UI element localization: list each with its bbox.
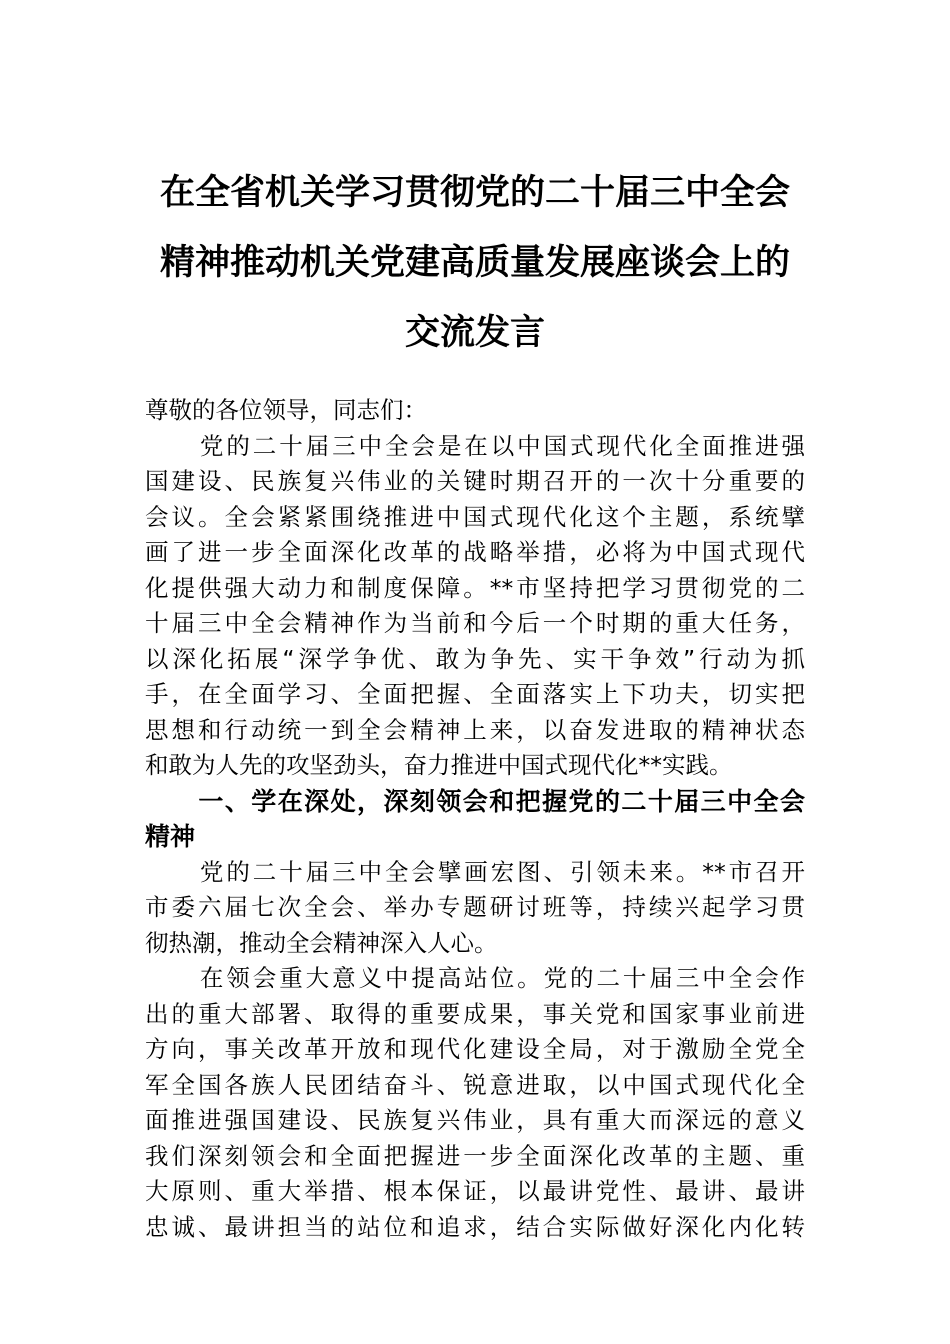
paragraph-line: 面推进强国建设、民族复兴伟业，具有重大而深远的意义 (145, 1106, 805, 1134)
paragraph-line: 军全国各族人民团结奋斗、锐意进取，以中国式现代化全 (145, 1070, 805, 1099)
paragraph-line: 和敢为人先的攻坚劲头，奋力推进中国式现代化**实践。 (145, 751, 733, 779)
paragraph-line: 出的重大部署、取得的重要成果，事关党和国家事业前进 (145, 999, 805, 1028)
paragraph-text: 党的二十届三中全会擘画宏图、引领未来。**市召开 (197, 857, 805, 886)
paragraph-line (145, 429, 805, 465)
paragraph-text: 党的二十届三中全会是在以中国式现代化全面推进强 (197, 431, 805, 460)
salutation: 尊敬的各位领导，同志们： (145, 396, 427, 424)
paragraph-line: 方向，事关改革开放和现代化建设全局，对于激励全党全 (145, 1035, 805, 1063)
section-heading: 精神 (145, 822, 196, 851)
title-line: 交流发言 (404, 312, 545, 353)
paragraph-line: 会议。全会紧紧围绕推进中国式现代化这个主题，系统擘 (145, 502, 805, 531)
section-heading-text: 一、学在深处，深刻领会和把握党的二十届三中全会 (197, 786, 805, 816)
paragraph-line (145, 855, 805, 891)
paragraph-text: 在领会重大意义中提高站位。党的二十届三中全会作 (197, 964, 805, 992)
paragraph-line: 以深化拓展“深学争优、敢为争先、实干争效”行动为抓 (145, 644, 805, 673)
paragraph-line (145, 961, 805, 997)
document-body (145, 393, 805, 1245)
paragraph-line: 思想和行动统一到全会精神上来，以奋发进取的精神状态 (145, 715, 805, 744)
title-line: 精神推动机关党建高质量发展座谈会上的 (159, 242, 790, 283)
paragraph-line: 画了进一步全面深化改革的战略举措，必将为中国式现代 (145, 538, 805, 566)
paragraph-line: 国建设、民族复兴伟业的关键时期召开的一次十分重要的 (145, 467, 805, 495)
paragraph-line: 彻热潮，推动全会精神深入人心。 (145, 928, 498, 957)
paragraph-line: 市委六届七次全会、举办专题研讨班等，持续兴起学习贯 (145, 893, 805, 921)
section-heading (145, 784, 805, 820)
paragraph-line: 手，在全面学习、全面把握、全面落实上下功夫，切实把 (145, 680, 805, 708)
document-title (145, 158, 805, 368)
paragraph-line: 化提供强大动力和制度保障。**市坚持把学习贯彻党的二 (145, 573, 805, 602)
paragraph-line: 我们深刻领会和全面把握进一步全面深化改革的主题、重 (145, 1141, 805, 1170)
paragraph-line: 大原则、重大举措、根本保证，以最讲党性、最讲、最讲 (145, 1177, 805, 1205)
title-line: 在全省机关学习贯彻党的二十届三中全会 (159, 172, 790, 213)
paragraph-line: 十届三中全会精神作为当前和今后一个时期的重大任务， (145, 609, 805, 637)
paragraph-line: 忠诚、最讲担当的站位和追求，结合实际做好深化内化转 (145, 1212, 805, 1241)
